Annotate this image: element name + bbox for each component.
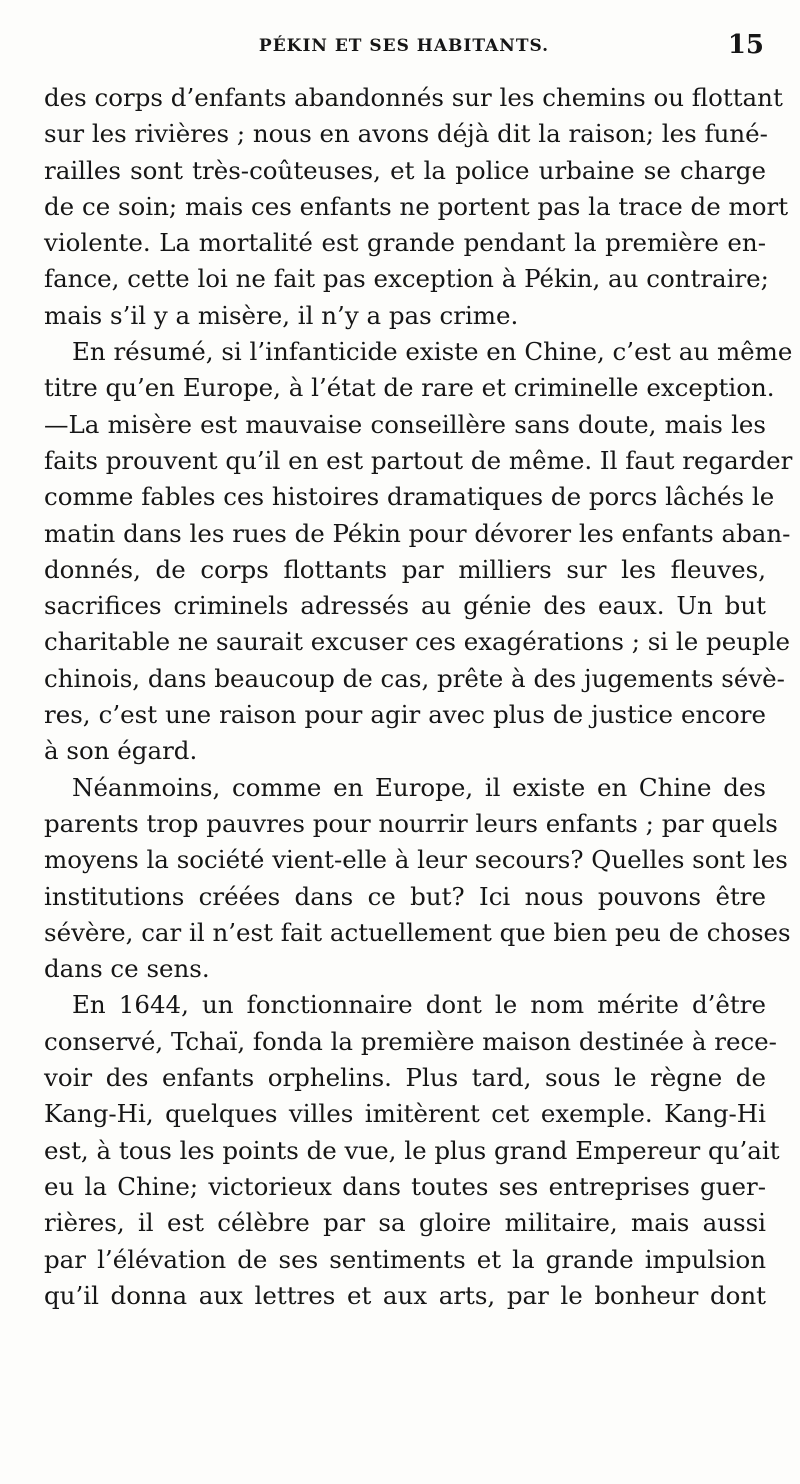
text-line: railles sont très-coûteuses, et la police urbaine se charge	[44, 155, 766, 185]
text-line: eu la Chine; victorieux dans toutes ses entreprises guer-	[44, 1171, 766, 1201]
text-line: matin dans les rues de Pékin pour dévorer les enfants aban-	[44, 518, 791, 548]
text-line: fance, cette loi ne fait pas exception à Pékin, au contraire;	[44, 264, 769, 294]
text-line: institutions créées dans ce but? Ici nous pouvons être	[44, 881, 766, 911]
text-line: sévère, car il n’est fait actuellement que bien peu de choses	[44, 917, 791, 947]
text-line: parents trop pauvres pour nourrir leurs enfants ; par quels	[44, 808, 778, 838]
text-line: rières, il est célèbre par sa gloire militaire, mais aussi	[44, 1208, 766, 1238]
text-line: mais s’il y a misère, il n’y a pas crime.	[44, 300, 519, 330]
text-line: dans ce sens.	[44, 954, 210, 984]
text-line: moyens la société vient-elle à leur secours? Quelles sont les	[44, 845, 788, 875]
text-line: donnés, de corps flottants par milliers sur les fleuves,	[44, 554, 766, 584]
text-line: En résumé, si l’infanticide existe en Chine, c’est au même	[72, 337, 793, 367]
text-line: à son égard.	[44, 736, 198, 766]
text-line: En 1644, un fonctionnaire dont le nom mérite d’être	[72, 990, 766, 1020]
text-line: res, c’est une raison pour agir avec plus de justice encore	[44, 700, 766, 730]
text-line: est, à tous les points de vue, le plus grand Empereur qu’ait	[44, 1135, 780, 1165]
running-title: PÉKIN ET SES HABITANTS.	[258, 36, 550, 56]
text-line: voir des enfants orphelins. Plus tard, sous le règne de	[44, 1063, 766, 1093]
text-line: par l’élévation de ses sentiments et la grande impulsion	[44, 1244, 766, 1274]
body-text	[44, 80, 793, 1314]
text-line: comme fables ces histoires dramatiques de porcs lâchés le	[44, 482, 775, 512]
page-number: 15	[727, 30, 764, 60]
page-header	[44, 28, 764, 64]
text-line: faits prouvent qu’il en est partout de même. Il faut regarder	[44, 445, 793, 475]
text-line: qu’il donna aux lettres et aux arts, par le bonheur dont	[44, 1280, 766, 1310]
text-line: chinois, dans beaucoup de cas, prête à des jugements sévè-	[44, 663, 785, 693]
text-line: sacrifices criminels adressés au génie des eaux. Un but	[44, 591, 766, 621]
text-line: sur les rivières ; nous en avons déjà dit la raison; les funé-	[44, 119, 768, 149]
text-line: charitable ne saurait excuser ces exagérations ; si le peuple	[44, 627, 791, 657]
text-line: violente. La mortalité est grande pendant la première en-	[44, 228, 766, 258]
text-line: des corps d’enfants abandonnés sur les chemins ou flottant	[44, 83, 783, 112]
text-line: de ce soin; mais ces enfants ne portent pas la trace de mort	[44, 191, 789, 221]
text-line: Kang-Hi, quelques villes imitèrent cet exemple. Kang-Hi	[44, 1099, 766, 1129]
text-line: Néanmoins, comme en Europe, il existe en Chine des	[72, 772, 766, 802]
text-line: conservé, Tchaï, fonda la première maison destinée à rece-	[44, 1026, 777, 1056]
text-line: titre qu’en Europe, à l’état de rare et criminelle exception.	[44, 373, 775, 403]
text-line: —La misère est mauvaise conseillère sans doute, mais les	[44, 409, 766, 439]
